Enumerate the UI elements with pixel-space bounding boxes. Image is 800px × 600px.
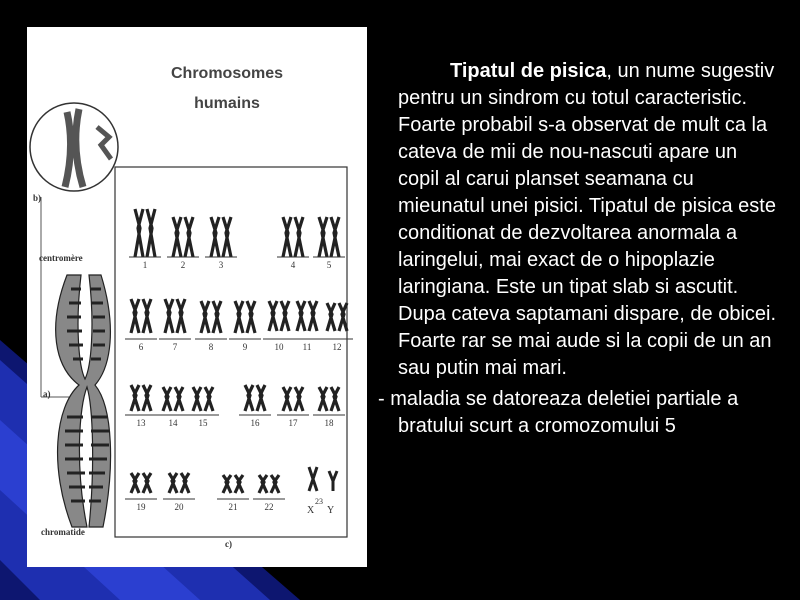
label-chromatide: chromatide xyxy=(41,527,85,537)
chromosome xyxy=(181,473,189,493)
chromosome xyxy=(295,387,303,411)
chromosome-number: 20 xyxy=(174,502,184,512)
bullet-item xyxy=(378,386,778,440)
chromosome xyxy=(165,299,173,333)
chromosome xyxy=(175,387,183,411)
chromosome-number: 16 xyxy=(250,418,260,428)
chromosome-pair-14 xyxy=(157,387,189,415)
chromosome xyxy=(211,217,219,257)
chromosome xyxy=(163,387,171,411)
chromosome xyxy=(271,475,279,493)
chromosome xyxy=(235,301,243,333)
chromosome-number: 5 xyxy=(326,260,332,270)
chromosome-pair-6 xyxy=(125,299,157,339)
chromosome-number: 19 xyxy=(136,502,146,512)
chromosome xyxy=(331,217,339,257)
chromosome-number: 2 xyxy=(180,260,186,270)
chromosome xyxy=(295,217,303,257)
chromosome xyxy=(281,301,289,331)
karyotype-chromosomes xyxy=(125,209,353,499)
chromosome-number: 12 xyxy=(332,342,342,352)
chromosome-number: 1 xyxy=(142,260,148,270)
bullet-text: maladia se datoreaza deletiei partiale a bratului scurt a cromozomului 5 xyxy=(390,388,739,437)
chromosome xyxy=(213,301,221,333)
figure-title-line1: Chromosomes xyxy=(170,65,284,82)
chromosome xyxy=(235,475,243,493)
chromosome xyxy=(283,387,291,411)
chromosome-pair-15 xyxy=(187,387,219,415)
chromosome xyxy=(143,385,151,411)
label-a: a) xyxy=(43,389,51,399)
chromosome-number: 13 xyxy=(136,418,146,428)
chromosome-number: 14 xyxy=(168,418,178,428)
bullet-marker: - xyxy=(378,388,391,410)
chromosome xyxy=(169,473,177,493)
chromosome xyxy=(223,217,231,257)
paragraph-bold-term: Tipatul de pisica xyxy=(450,60,607,82)
slide-text xyxy=(378,58,778,440)
chromosome-pair-3 xyxy=(205,217,237,257)
chromosome xyxy=(327,303,335,331)
chromosome-pair-22 xyxy=(253,475,285,499)
chromosome-pair-2 xyxy=(167,217,199,257)
chromosome-pair-1 xyxy=(129,209,161,257)
chromosome-number: 6 xyxy=(138,342,144,352)
chromosome-number: 18 xyxy=(324,418,334,428)
chromosome xyxy=(247,301,255,333)
chromosome xyxy=(319,387,327,411)
chromosome xyxy=(309,301,317,331)
circle-chromosome xyxy=(65,109,83,187)
chromosome-pair-8 xyxy=(195,301,227,339)
chromosome xyxy=(143,473,151,493)
label-b: b) xyxy=(33,193,42,203)
sup-23: 23 xyxy=(315,497,323,506)
chromosome-number: 4 xyxy=(290,260,296,270)
chromosome xyxy=(131,299,139,333)
chromosome xyxy=(135,209,143,257)
chromosome-number: 21 xyxy=(228,502,238,512)
chromosome-pair-5 xyxy=(313,217,345,257)
chromosome-pair-17 xyxy=(277,387,309,415)
chromosome xyxy=(257,385,265,411)
chromosome xyxy=(147,209,155,257)
chromosome-number: 22 xyxy=(264,502,274,512)
chromosome-number: 3 xyxy=(218,260,224,270)
circle-fragment xyxy=(97,127,111,159)
chromosome xyxy=(205,387,213,411)
label-c: c) xyxy=(225,539,232,549)
chromosome xyxy=(223,475,231,493)
chromosome xyxy=(283,217,291,257)
chromosome-number: 10 xyxy=(274,342,284,352)
chromosome-pair-20 xyxy=(163,473,195,499)
chromosome-pair-10 xyxy=(263,301,295,339)
label-centromere: centromère xyxy=(39,253,83,263)
chromosome xyxy=(193,387,201,411)
chromosome xyxy=(131,385,139,411)
y-label: Y xyxy=(327,505,335,516)
chromosome-pair-11 xyxy=(291,301,323,339)
chromosome-number: 11 xyxy=(302,342,312,352)
figure-title-line2: humains xyxy=(194,95,260,112)
chromosome-number: 9 xyxy=(242,342,248,352)
chromosome xyxy=(339,303,347,331)
sex-chromosomes xyxy=(309,467,337,491)
x-label: X xyxy=(307,505,315,516)
chromosome xyxy=(201,301,209,333)
chromosome xyxy=(319,217,327,257)
chromosome xyxy=(177,299,185,333)
chromosome-pair-19 xyxy=(125,473,157,499)
chromosome-number: 15 xyxy=(198,418,208,428)
chromosome xyxy=(269,301,277,331)
chromosome-pair-4 xyxy=(277,217,309,257)
chromosome-pair-16 xyxy=(239,385,271,415)
chromosome xyxy=(259,475,267,493)
chromosome-pair-7 xyxy=(159,299,191,339)
chromosome xyxy=(245,385,253,411)
chromosome-pair-9 xyxy=(229,301,261,339)
chromosome xyxy=(297,301,305,331)
chromosome xyxy=(331,387,339,411)
chromosome-number: 7 xyxy=(172,342,178,352)
chromosome-figure xyxy=(27,27,367,567)
large-chromosome xyxy=(56,275,111,527)
chromosome xyxy=(173,217,181,257)
chromosome-number: 17 xyxy=(288,418,298,428)
chromosome-number: 8 xyxy=(208,342,214,352)
chromosome xyxy=(185,217,193,257)
chromosome-pair-13 xyxy=(125,385,157,415)
chromosome xyxy=(143,299,151,333)
chromosome-pair-21 xyxy=(217,475,249,499)
chromosome xyxy=(131,473,139,493)
chromosome-pair-12 xyxy=(321,303,353,339)
paragraph-main xyxy=(398,58,778,382)
paragraph-body: , un nume sugestiv pentru un sindrom cu totul caracteristic. Foarte probabil s-a observat de mult ca la cateva de mii de nou-nascuti apare un copil al carui planset seamana cu mieunatul unei pisici. Tipatul de pisica este conditionat de dezvoltarea anormala a laringelui, mai exact de o hipoplazie laringiana. Este un tipat slab si ascutit. Dupa cateva saptamani dispare, de obicei. Foarte rar se mai aude si la copii de un an sau putin mai mari. xyxy=(398,60,777,379)
chromosome-pair-18 xyxy=(313,387,345,415)
